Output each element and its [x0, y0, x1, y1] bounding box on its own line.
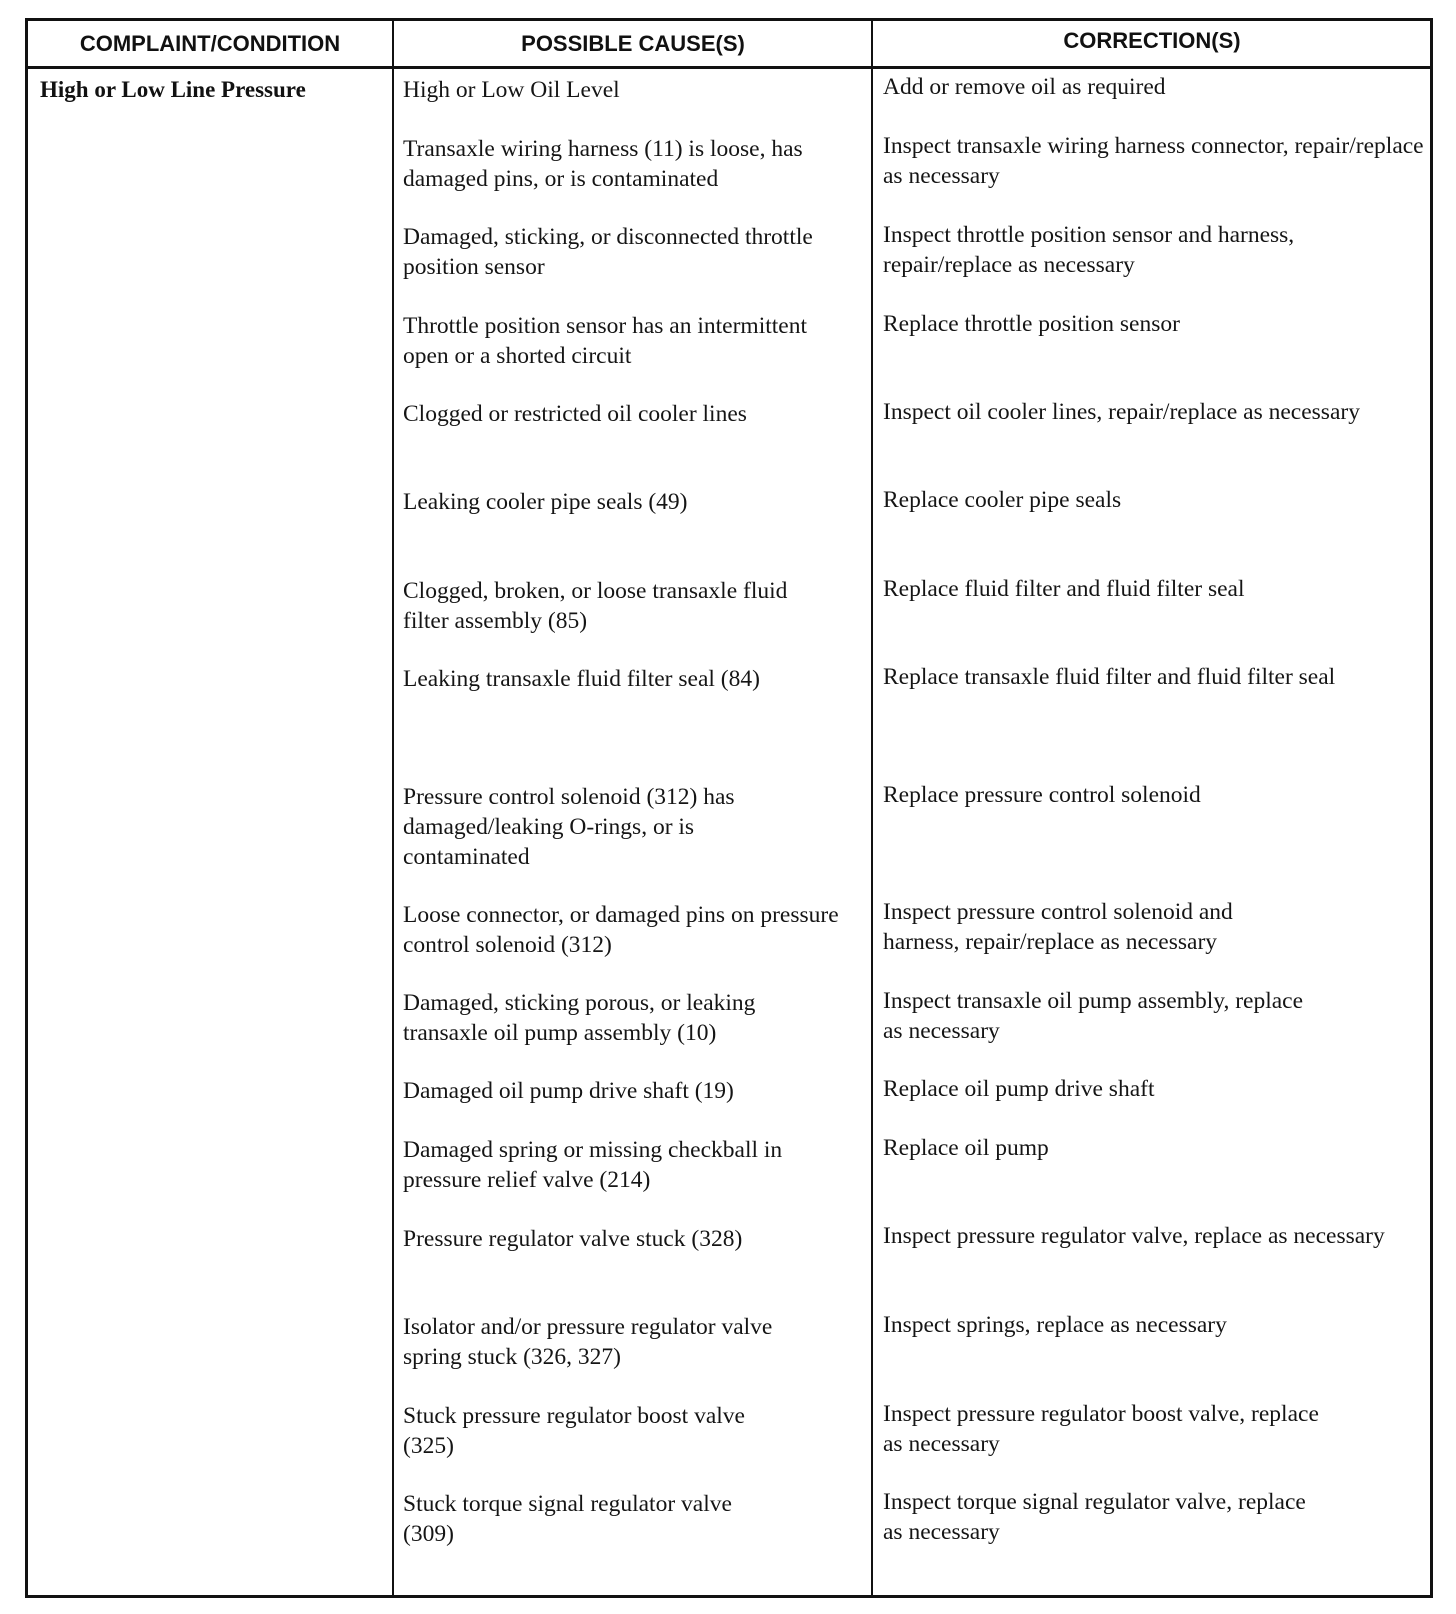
header-complaint-condition: COMPLAINT/CONDITION: [79, 31, 341, 56]
correction-cell: Inspect springs, replace as necessary: [883, 1312, 1227, 1338]
correction-cell: Replace cooler pipe seals: [883, 487, 1122, 513]
correction-cell: Inspect torque signal regulator valve, replace as necessary: [883, 1489, 1306, 1545]
correction-cell: Replace fluid filter and fluid filter seal: [883, 576, 1245, 602]
cause-cell: Isolator and/or pressure regulator valve spring stuck (326, 327): [403, 1314, 773, 1370]
cause-cell: Damaged oil pump drive shaft (19): [403, 1078, 734, 1104]
cause-cell: Throttle position sensor has an intermittent open or a shorted circuit: [403, 313, 807, 369]
correction-cell: Inspect pressure regulator boost valve, replace as necessary: [883, 1401, 1319, 1457]
column-divider: [871, 21, 873, 1595]
correction-cell: Inspect throttle position sensor and harness, repair/replace as necessary: [883, 222, 1295, 278]
cause-cell: High or Low Oil Level: [403, 77, 620, 103]
header-corrections: CORRECTION(S): [1063, 28, 1241, 53]
correction-cell: Inspect transaxle oil pump assembly, replace as necessary: [883, 988, 1304, 1044]
table-header-row: [28, 21, 1430, 69]
correction-cell: Inspect oil cooler lines, repair/replace as necessary: [883, 399, 1360, 425]
correction-cell: Replace pressure control solenoid: [883, 782, 1201, 808]
correction-cell: Inspect pressure regulator valve, replace as necessary: [883, 1223, 1385, 1249]
cause-cell: Pressure regulator valve stuck (328): [403, 1226, 743, 1252]
cause-cell: Leaking transaxle fluid filter seal (84): [403, 666, 760, 692]
cause-cell: Damaged spring or missing checkball in pressure relief valve (214): [403, 1137, 783, 1193]
cause-cell: Transaxle wiring harness (11) is loose, has damaged pins, or is contaminated: [403, 136, 803, 192]
correction-cell: Replace throttle position sensor: [883, 311, 1180, 337]
cause-cell: Stuck pressure regulator boost valve (325): [403, 1403, 745, 1459]
correction-cell: Replace transaxle fluid filter and fluid filter seal: [883, 664, 1336, 690]
cause-cell: Leaking cooler pipe seals (49): [403, 489, 688, 515]
header-possible-causes: POSSIBLE CAUSE(S): [521, 31, 745, 56]
correction-cell: Inspect pressure control solenoid and harness, repair/replace as necessary: [883, 899, 1233, 955]
cause-cell: Pressure control solenoid (312) has damaged/leaking O-rings, or is contaminated: [403, 784, 735, 870]
troubleshooting-table: [25, 18, 1433, 1598]
cause-cell: Loose connector, or damaged pins on pressure control solenoid (312): [403, 902, 839, 958]
correction-cell: Add or remove oil as required: [883, 74, 1166, 100]
cause-cell: Damaged, sticking porous, or leaking transaxle oil pump assembly (10): [403, 990, 756, 1046]
condition-label: High or Low Line Pressure: [40, 77, 306, 102]
correction-cell: Replace oil pump drive shaft: [883, 1076, 1155, 1102]
correction-cell: Inspect transaxle wiring harness connector, repair/replace as necessary: [883, 133, 1424, 189]
cause-cell: Stuck torque signal regulator valve (309): [403, 1491, 732, 1547]
cause-cell: Damaged, sticking, or disconnected throttle position sensor: [403, 224, 813, 280]
cause-cell: Clogged, broken, or loose transaxle fluid filter assembly (85): [403, 578, 788, 634]
cause-cell: Clogged or restricted oil cooler lines: [403, 401, 747, 427]
correction-cell: Replace oil pump: [883, 1135, 1049, 1161]
column-divider: [392, 21, 394, 1595]
